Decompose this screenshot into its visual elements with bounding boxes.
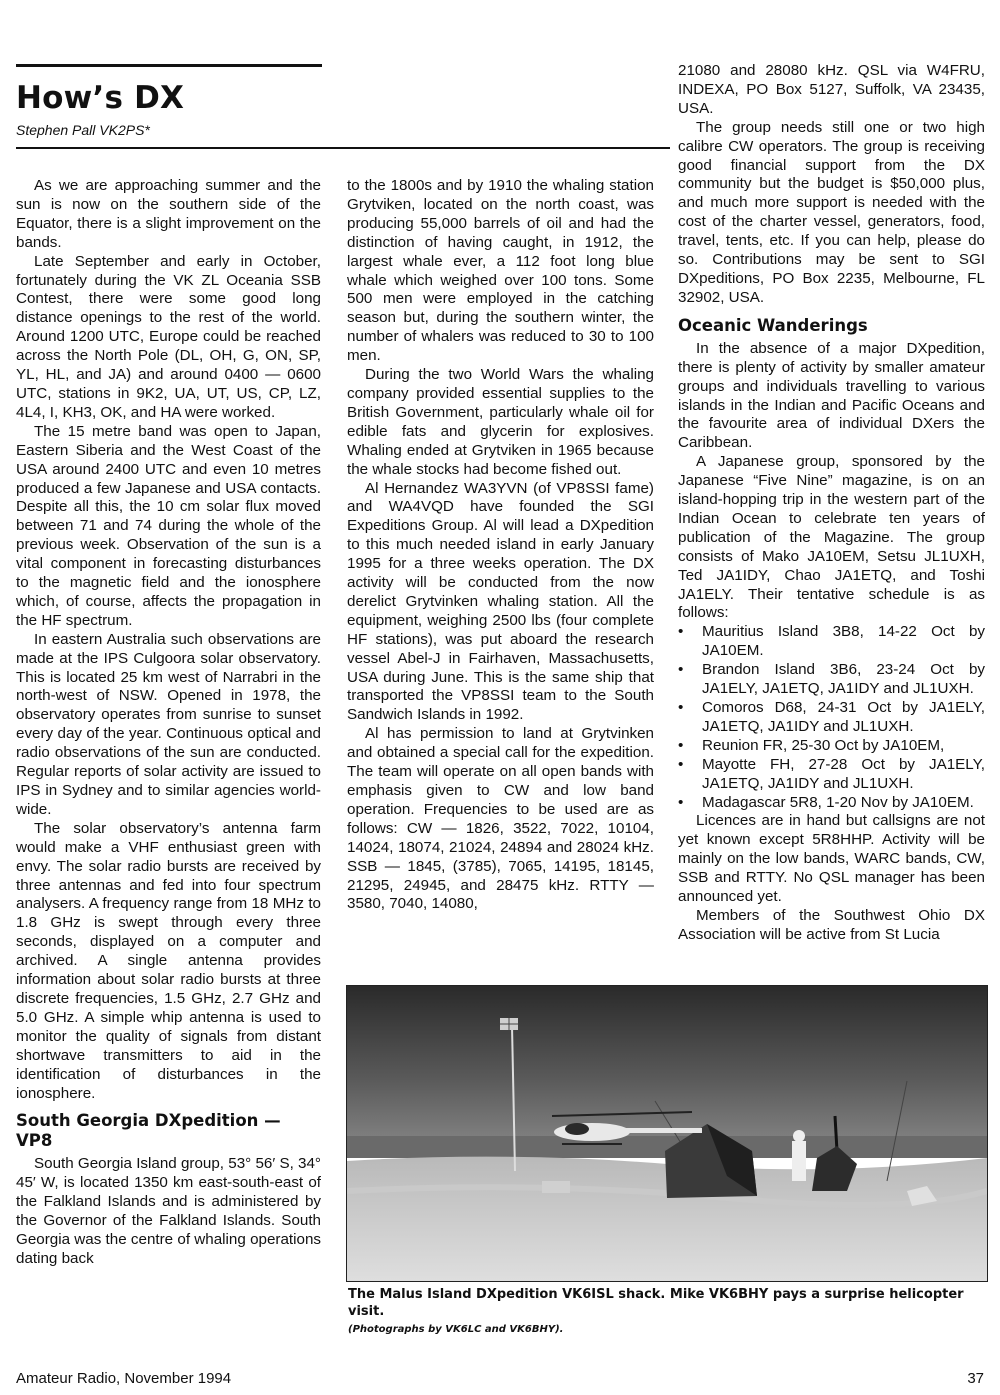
byline: Stephen Pall VK2PS* (16, 122, 150, 138)
paragraph: The solar observatory’s antenna farm would make a VHF enthusiast green with envy. The solar radio bursts are received by three antennas and fed into four spectrum analysers. A frequency range from 18 MHz to 1.8 GHz is swept through every three seconds, displayed on a computer and archived. A single antenna provides information about solar radio bursts at three discrete frequencies, 1.5 GHz, 2.7 GHz and 5.0 GHz. A simple whip antenna is used to monitor the quality of signals from distant shortwave transmitters to aid in the identification of disturbances in the ionosphere. (16, 819, 321, 1102)
list-item: • Mayotte FH, 27-28 Oct by JA1ELY, JA1ETQ, JA1IDY and JL1UXH. (678, 755, 985, 792)
schedule-list (678, 623, 985, 812)
list-item: • Reunion FR, 25-30 Oct by JA10EM, (678, 736, 945, 754)
paragraph: Members of the Southwest Ohio DX Association will be active from St Lucia (678, 906, 985, 943)
bullet-icon: • (678, 699, 684, 716)
paragraph: A Japanese group, sponsored by the Japanese “Five Nine” magazine, is on an island-hopping trip in the western part of the Indian Ocean to celebrate ten years of publication of the Magazine. The group consists of Mako JA10EM, Setsu JL1UXH, Ted JA1IDY, Chao JA1ETQ, and Toshi JA1ELY. Their tentative schedule is as follows: (678, 453, 985, 622)
article-title: How’s DX (16, 80, 185, 116)
footer-publication: Amateur Radio, November 1994 (16, 1370, 232, 1387)
dxpedition-photo (346, 985, 988, 1282)
paragraph: 21080 and 28080 kHz. QSL via W4FRU, INDEXA, PO Box 5127, Suffolk, VA 23435, USA. (678, 62, 985, 117)
paragraph: As we are approaching summer and the sun is now on the southern side of the Equator, there is a slight improvement on the bands. (16, 177, 321, 251)
photo-credit: (Photographs by VK6LC and VK6BHY). (348, 1324, 564, 1335)
section-heading-oceanic-wanderings: Oceanic Wanderings (678, 315, 868, 335)
paragraph: In eastern Australia such observations are made at the IPS Culgoora solar observatory. This is located 25 km west of Narrabri in the north-west of NSW. Opened in 1978, the observatory operates from sunrise to sunset every day of the year. Continuous optical and radio observations of the sun are conducted. Regular reports of solar activity are issued to IPS in Sydney and to similar agencies world-wide. (16, 630, 321, 818)
bullet-icon: • (678, 661, 684, 679)
paragraph: Late September and early in October, fortunately during the VK ZL Oceania SSB Contest, there were some good long distance openings to the rest of the world. Around 1200 UTC, Europe could be reached across the North Pole (DL, OH, G, ON, SP, YL, HL, and JA) and around 0400 — 0600 UTC, stations in 9K2, UA, UT, US, CP, LZ, 4L4, I, KH3, OK, and HA were worked. (16, 252, 321, 421)
list-item: • Comoros D68, 24-31 Oct by JA1ELY, JA1ETQ, JA1IDY and JL1UXH. (678, 699, 985, 735)
section-heading-south-georgia: South Georgia DXpedition — VP8 (16, 1111, 281, 1151)
paragraph: Al has permission to land at Grytvinken and obtained a special call for the expedition. The team will operate on all open bands with emphasis given to CW and low band operation. Frequencies to be used are as follows: CW — 1826, 3522, 7022, 10104, 14024, 18074, 21024, 24894 and 28024 kHz. SSB — 1845, (3785), 7065, 14195, 18145, 21295, 24945, and 28475 kHz. RTTY — 3580, 7040, 14080, (347, 725, 654, 913)
paragraph: During the two World Wars the whaling company provided essential supplies to the British Government, particularly whale oil for edible fats and glycerin for explosives. Whaling ended at Grytviken in 1965 because the whale stocks had become fished out. (347, 366, 654, 478)
bullet-icon: • (678, 793, 684, 811)
paragraph: The 15 metre band was open to Japan, Eastern Siberia and the West Coast of the USA around 2400 UTC and even 10 metres produced a few Japanese and USA contacts. Despite all this, the 10 cm solar flux moved between 71 and 74 during the whole of the previous week. Observation of the sun is a vital component in forecasting disturbances to the magnetic field and the ionosphere which, of course, affects the propagation in the HF spectrum. (16, 422, 321, 629)
column-2 (347, 177, 654, 914)
paragraph: Al Hernandez WA3YVN (of VP8SSI fame) and WA4VQD have founded the SGI Expeditions Group. Al will lead a DXpedition to this much needed island in early January 1995 for a three weeks operation. The DX activity will be conducted from the now derelict Grytvinken whaling station. All the equipment, weighing 2500 lbs (four complete HF stations), was put aboard the research vessel Abel-J in Fairhaven, Massachusetts, USA during June. This is the same ship that transported the VP8SSI team to the South Sandwich Islands in 1992. (347, 479, 654, 724)
paragraph: South Georgia Island group, 53° 56′ S, 34° 45′ W, is located 1350 km east-south-east of the Falkland Islands and is administered by the Governor of the Falkland Islands. South Georgia was the centre of whaling operations dating back (16, 1155, 321, 1267)
byline-rule (16, 147, 670, 149)
bullet-icon: • (678, 623, 684, 641)
paragraph: In the absence of a major DXpedition, there is plenty of activity by smaller amateur groups and individuals travelling to various islands in the Indian and Pacific Oceans and the favourite area of individual DXers the Caribbean. (678, 339, 985, 452)
bullet-icon: • (678, 755, 684, 773)
column-1 (16, 177, 321, 1269)
page-number: 37 (967, 1370, 984, 1387)
paragraph: Licences are in hand but callsigns are not yet known except 5R8HHP. Activity will be mainly on the low bands, WARC bands, CW, SSB and RTTY. No QSL manager has been announced yet. (678, 812, 985, 906)
list-item: • Brandon Island 3B6, 23-24 Oct by JA1ELY, JA1ETQ, JA1IDY and JL1UXH. (678, 661, 985, 698)
paragraph: to the 1800s and by 1910 the whaling station Grytviken, located on the north coast, was producing 55,000 barrels of oil and had the distinction of having caught, in 1912, the largest whale ever, a 112 foot long blue whale which weighed over 100 tons. Some 500 men were employed in the catching season but, during the southern winter, the number of whalers was reduced to 30 to 100 men. (347, 177, 654, 365)
caption-text: The Malus Island DXpedition VK6ISL shack. Mike VK6BHY pays a surprise helicopter visit. (348, 1287, 964, 1319)
paragraph: The group needs still one or two high calibre CW operators. The group is receiving good financial support from the DX community but the budget is $50,000 plus, and much more support is needed with the cost of the charter vessel, generators, food, travel, tents, etc. If you can help, please do so. Contributions may be sent to SGI DXpeditions, PO Box 2235, Melbourne, FL 32902, USA. (678, 118, 985, 306)
photo-caption (348, 1286, 986, 1338)
list-item: • Mauritius Island 3B8, 14-22 Oct by JA10EM. (678, 623, 985, 660)
header-rule (16, 64, 322, 67)
list-item: • Madagascar 5R8, 1-20 Nov by JA10EM. (678, 793, 974, 811)
bullet-icon: • (678, 736, 684, 754)
column-3 (678, 62, 985, 945)
